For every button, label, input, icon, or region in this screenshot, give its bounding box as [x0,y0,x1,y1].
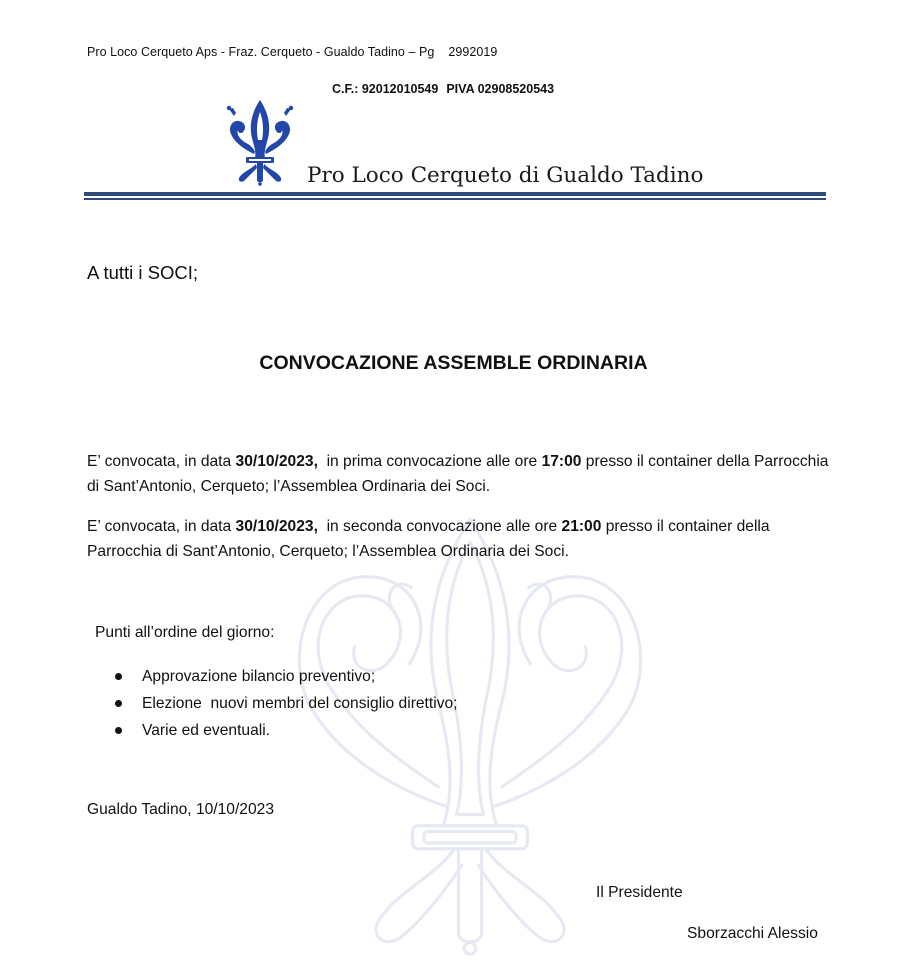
header-address-line [87,45,497,59]
greeting: A tutti i SOCI; [87,262,199,283]
bullet-icon [115,673,122,680]
agenda-item-text: Approvazione bilancio preventivo; [142,668,376,685]
meeting-time: 21:00 [561,518,602,535]
convocation-paragraph-first [87,449,832,499]
organization-title: Pro Loco Cerqueto di Gualdo Tadino [307,163,704,188]
meeting-date: 30/10/2023, [235,518,318,535]
agenda-list [112,664,458,745]
fleur-de-lis-icon [224,96,296,186]
place-and-date: Gualdo Tadino, 10/10/2023 [87,801,274,818]
phone-number: 2992019 [448,45,498,59]
paragraph-text: in prima convocazione alle ore [317,453,542,470]
bullet-icon [115,727,122,734]
paragraph-text: E’ convocata, in data [87,518,236,535]
header-divider-thick [84,192,826,196]
list-item [112,691,458,718]
signatory-name: Sborzacchi Alessio [687,925,818,942]
paragraph-text: in seconda convocazione alle ore [317,518,562,535]
list-item [112,718,458,745]
convocation-paragraph-second [87,514,832,564]
codice-fiscale: C.F.: 92012010549 [332,82,439,96]
address-text: Pro Loco Cerqueto Aps - Fraz. Cerqueto - Gualdo Tadino – Pg [87,45,435,59]
meeting-date: 30/10/2023, [235,453,318,470]
header-tax-ids [332,82,554,96]
agenda-label: Punti all’ordine del giorno: [95,624,275,641]
signatory-role: Il Presidente [596,884,683,901]
meeting-time: 17:00 [541,453,582,470]
list-item [112,664,458,691]
header-divider-thin [84,198,826,200]
paragraph-text: E’ convocata, in data [87,453,236,470]
paragraph-text: presso il container della Parrocchia di Sant’Antonio, Cerqueto; l’Assemblea Ordinaria dei Soci. [87,518,770,560]
paragraph-text: presso il container della Parrocchia di Sant’Antonio, Cerqueto; l’Assemblea Ordinaria dei Soci. [87,453,829,495]
agenda-item-text: Varie ed eventuali. [142,722,271,739]
bullet-icon [115,700,122,707]
partita-iva: PIVA 02908520543 [446,82,555,96]
agenda-item-text: Elezione nuovi membri del consiglio direttivo; [142,695,458,712]
document-title: CONVOCAZIONE ASSEMBLE ORDINARIA [259,352,648,374]
